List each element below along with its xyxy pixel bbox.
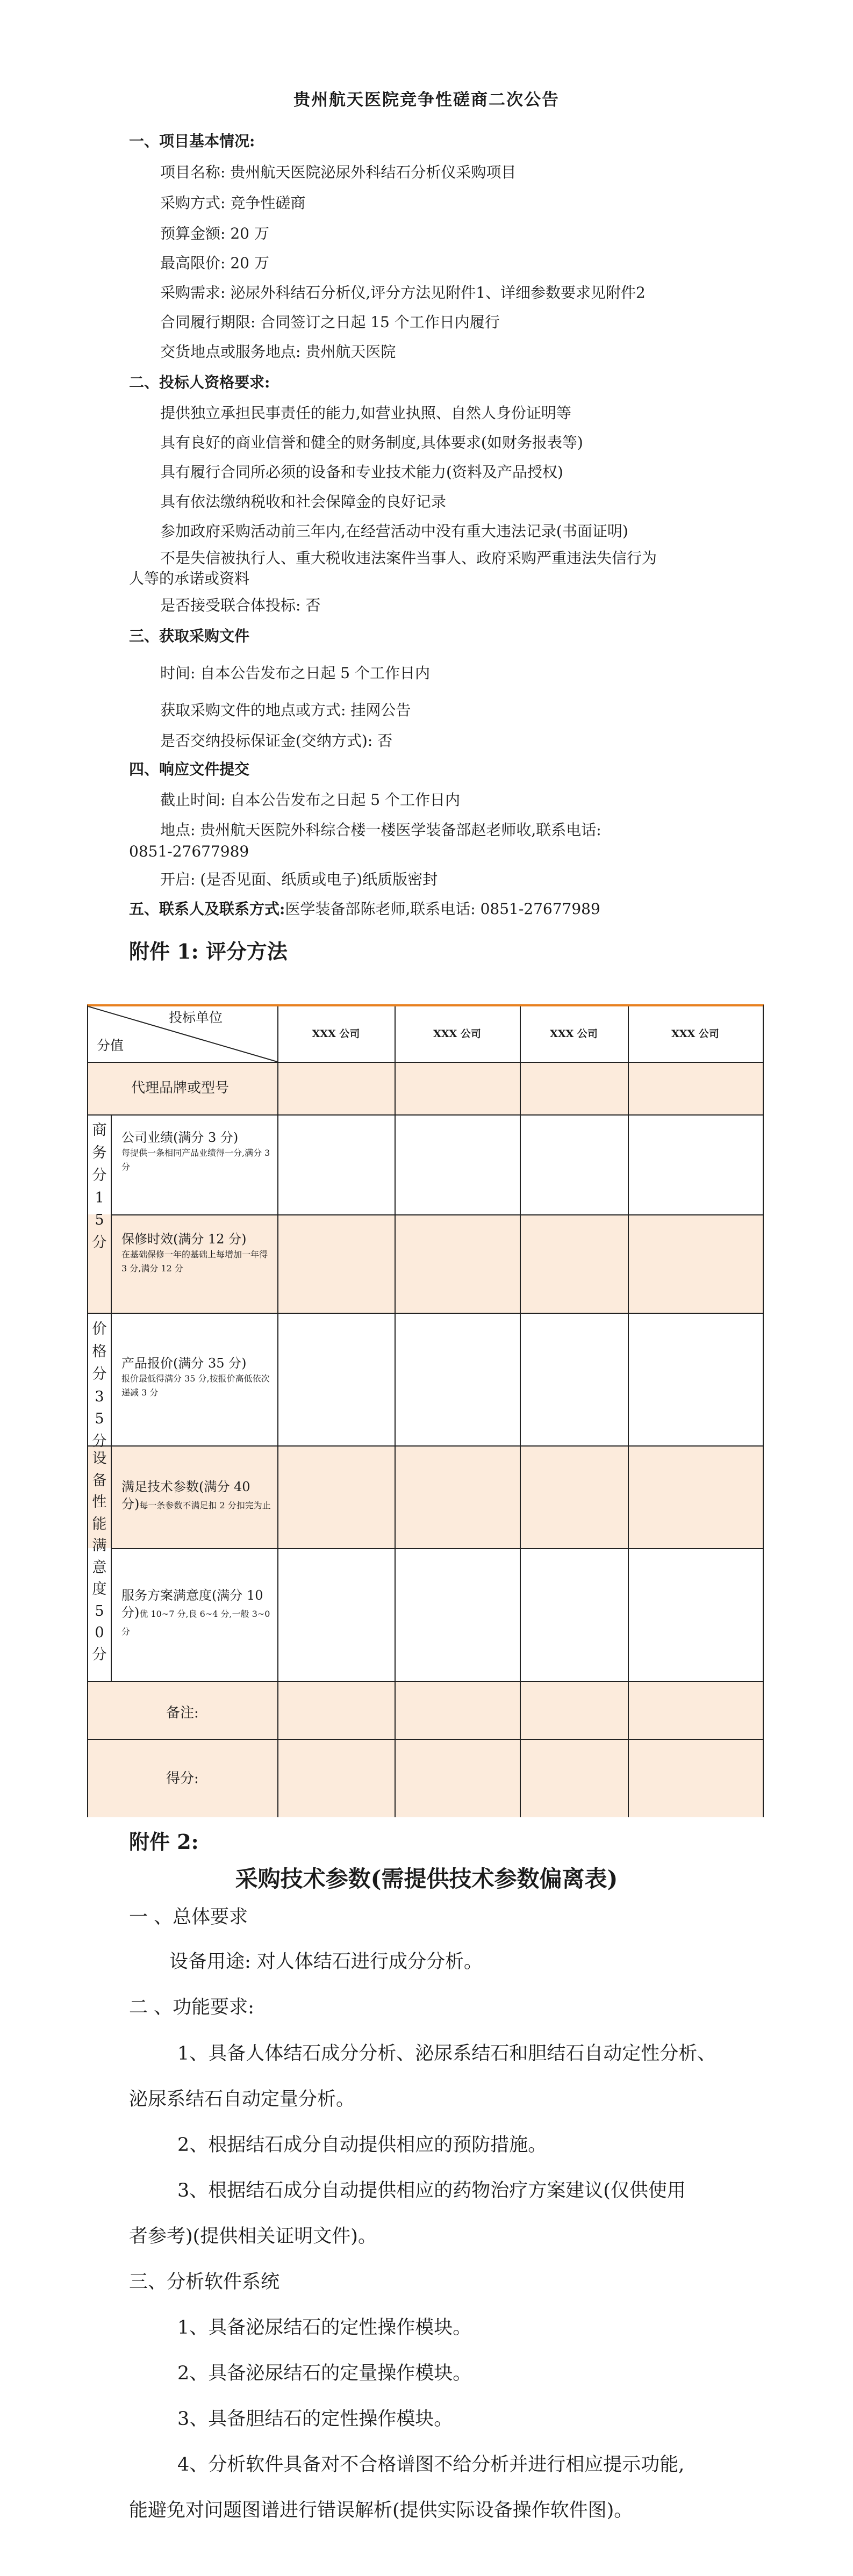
contact-text: 医学装备部陈老师,联系电话: 0851-27677989 — [285, 900, 600, 918]
group-business-label: 商 务 分 1 5 分 — [92, 1122, 107, 1251]
purchase-method: 采购方式: 竞争性磋商 — [160, 194, 306, 212]
software-4: 4、分析软件具备对不合格谱图不给分析并进行相应提示功能, — [177, 2454, 685, 2476]
qualification-2: 具有良好的商业信誉和健全的财务制度,具体要求(如财务报表等) — [160, 434, 583, 451]
attachment-2-heading: 附件 2: — [129, 1830, 199, 1854]
bid-deposit: 是否交纳投标保证金(交纳方式): 否 — [160, 732, 393, 750]
function-1: 1、具备人体结石成分分析、泌尿系结石和胆结石自动定性分析、 — [177, 2043, 716, 2064]
joint-bidding: 是否接受联合体投标: 否 — [160, 596, 321, 614]
corner-bidder-label: 投标单位 — [169, 1010, 223, 1025]
submission-phone: 0851-27677989 — [129, 843, 249, 860]
software-1: 1、具备泌尿结石的定性操作模块。 — [177, 2317, 472, 2338]
software-3: 3、具备胆结石的定性操作模块。 — [177, 2408, 453, 2430]
score-label: 得分: — [166, 1771, 199, 1787]
contact-line — [129, 900, 600, 918]
general-req-heading: 一 、总体要求 — [129, 1906, 248, 1928]
contract-period: 合同履行期限: 合同签订之日起 15 个工作日内履行 — [160, 313, 500, 331]
company-header-2: XXX 公司 — [433, 1028, 481, 1040]
criterion-tech-params: 满足技术参数(满分 40 分)每一条参数不满足扣 2 分扣完为止 — [121, 1479, 271, 1512]
opening-method: 开启: (是否见面、纸质或电子)纸质版密封 — [160, 870, 438, 888]
brand-row-label: 代理品牌或型号 — [131, 1080, 230, 1096]
group-price-label: 价 格 分 3 5 分 — [92, 1321, 107, 1450]
company-header-1: XXX 公司 — [312, 1028, 360, 1040]
document-time: 时间: 自本公告发布之日起 5 个工作日内 — [160, 664, 430, 682]
document-place: 获取采购文件的地点或方式: 挂网公告 — [160, 701, 411, 719]
section-4-heading: 四、响应文件提交 — [129, 760, 250, 778]
company-header-3: XXX 公司 — [550, 1028, 598, 1040]
function-3: 3、根据结石成分自动提供相应的药物治疗方案建议(仅供使用 — [177, 2180, 686, 2201]
group-performance-label: 设 备 性 能 满 意 度 5 0 分 — [92, 1450, 107, 1663]
device-use: 设备用途: 对人体结石进行成分分析。 — [169, 1951, 483, 1973]
purchase-requirement: 采购需求: 泌尿外科结石分析仪,评分方法见附件1、详细参数要求见附件2 — [160, 284, 646, 301]
page-title: 贵州航天医院竞争性磋商二次公告 — [293, 90, 560, 110]
criterion-performance-record: 公司业绩(满分 3 分) 每提供一条相同产品业绩得一分,满分 3 分 — [121, 1130, 270, 1172]
criterion-warranty: 保修时效(满分 12 分) 在基础保修一年的基础上每增加一年得 3 分,满分 12 分 — [121, 1232, 268, 1273]
contact-label: 五、联系人及联系方式: — [129, 900, 285, 918]
corner-score-label: 分值 — [97, 1038, 124, 1053]
function-1-continued: 泌尿系结石自动定量分析。 — [129, 2089, 355, 2110]
tech-params-title: 采购技术参数(需提供技术参数偏离表) — [235, 1866, 618, 1892]
delivery-place: 交货地点或服务地点: 贵州航天医院 — [160, 343, 396, 361]
submission-deadline: 截止时间: 自本公告发布之日起 5 个工作日内 — [160, 791, 460, 809]
remark-label: 备注: — [166, 1705, 199, 1721]
software-4-continued: 能避免对问题图谱进行错误解析(提供实际设备操作软件图)。 — [129, 2500, 633, 2521]
submission-address: 地点: 贵州航天医院外科综合楼一楼医学装备部赵老师收,联系电话: — [160, 821, 601, 839]
function-2: 2、根据结石成分自动提供相应的预防措施。 — [177, 2134, 547, 2156]
criterion-price: 产品报价(满分 35 分) 报价最低得满分 35 分,按报价高低依次递减 3 分 — [121, 1356, 270, 1398]
qualification-3: 具有履行合同所必须的设备和专业技术能力(资料及产品授权) — [160, 463, 563, 481]
budget-amount: 预算金额: 20 万 — [160, 225, 269, 242]
qualification-1: 提供独立承担民事责任的能力,如营业执照、自然人身份证明等 — [160, 404, 571, 422]
section-3-heading: 三、获取采购文件 — [129, 627, 250, 645]
section-2-heading: 二、投标人资格要求: — [129, 373, 270, 391]
function-3-continued: 者参考)(提供相关证明文件)。 — [129, 2226, 377, 2247]
attachment-1-heading: 附件 1: 评分方法 — [129, 939, 288, 963]
qualification-5: 参加政府采购活动前三年内,在经营活动中没有重大违法记录(书面证明) — [160, 522, 628, 540]
max-price: 最高限价: 20 万 — [160, 254, 269, 272]
function-req-heading: 二 、功能要求: — [129, 1997, 254, 2018]
company-header-4: XXX 公司 — [671, 1028, 719, 1040]
software-heading: 三、分析软件系统 — [129, 2271, 280, 2293]
scoring-table — [87, 1004, 764, 1817]
criterion-service-plan: 服务方案满意度(满分 10 分)优 10~7 分,良 6~4 分,一般 3~0 分 — [121, 1588, 270, 1637]
software-2: 2、具备泌尿结石的定量操作模块。 — [177, 2363, 472, 2384]
qualification-6-continued: 人等的承诺或资料 — [129, 570, 250, 587]
project-name: 项目名称: 贵州航天医院泌尿外科结石分析仪采购项目 — [160, 163, 517, 181]
qualification-6: 不是失信被执行人、重大税收违法案件当事人、政府采购严重违法失信行为 — [160, 549, 657, 567]
section-1-heading: 一、项目基本情况: — [129, 132, 255, 150]
qualification-4: 具有依法缴纳税收和社会保障金的良好记录 — [160, 493, 447, 510]
